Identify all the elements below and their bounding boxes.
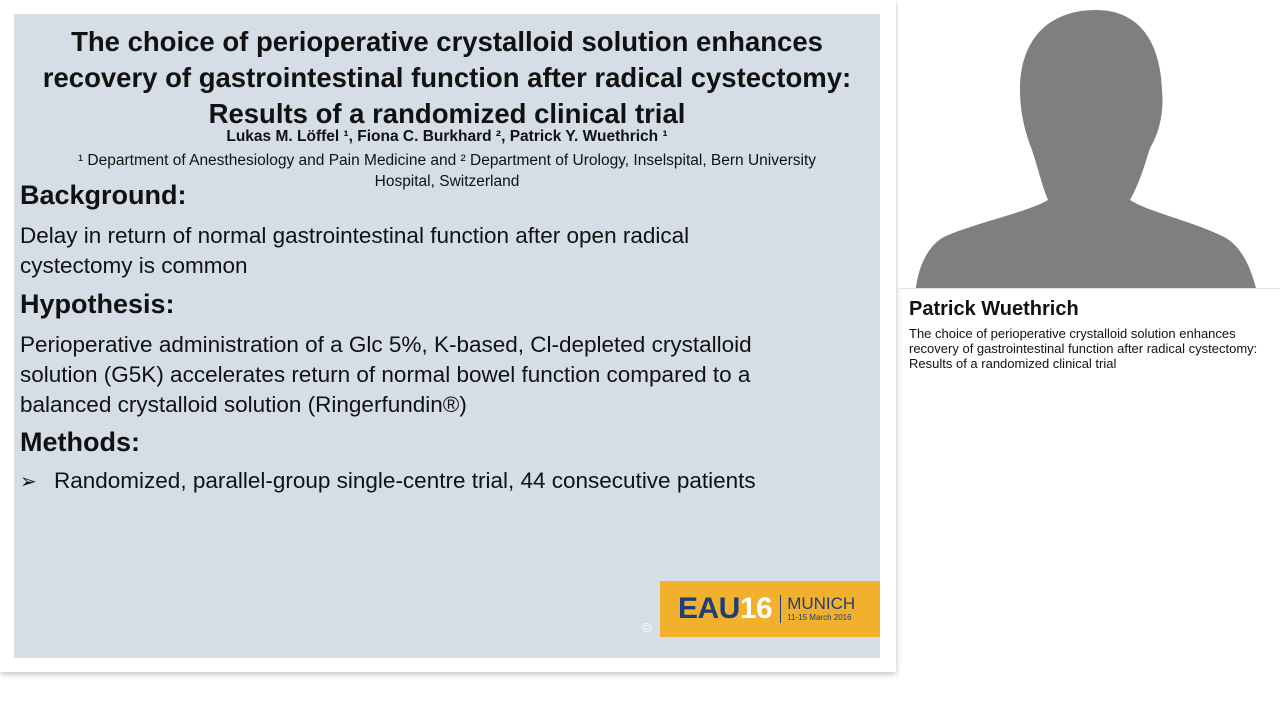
speaker-name: Patrick Wuethrich <box>909 298 1079 320</box>
presentation-slide <box>14 14 880 658</box>
methods-bullet <box>20 468 756 494</box>
background-line: Delay in return of normal gastrointestinal function after open radical <box>20 223 690 248</box>
logo-word <box>678 592 772 626</box>
logo-side <box>780 595 855 623</box>
slide-title-line: Results of a randomized clinical trial <box>208 98 686 129</box>
logo-city: MUNICH <box>787 594 856 613</box>
logo-dates: 11-15 March 2016 <box>787 613 852 622</box>
logo-eau: EAU <box>678 592 740 625</box>
speaker-description: The choice of perioperative crystalloid solution enhances recovery of gastrointestinal function after radical cystectomy: Results of a randomized clinical trial <box>909 326 1258 371</box>
background-heading: Background: <box>20 180 187 210</box>
hypothesis-line: balanced crystalloid solution (Ringerfundin®) <box>20 392 467 417</box>
hypothesis-text <box>20 330 860 420</box>
copyright-mark: © <box>642 620 652 635</box>
logo-year: 16 <box>739 592 773 625</box>
hypothesis-line: solution (G5K) accelerates return of normal bowel function compared to a <box>20 362 751 387</box>
methods-bullet-text: Randomized, parallel-group single-centre trial, 44 consecutive patients <box>54 468 756 493</box>
hypothesis-heading: Hypothesis: <box>20 289 175 319</box>
affiliation-line: Hospital, Switzerland <box>374 173 520 190</box>
methods-heading: Methods: <box>20 427 140 457</box>
slide-authors: Lukas M. Löffel ¹, Fiona C. Burkhard ², Patrick Y. Wuethrich ¹ <box>226 128 668 145</box>
person-silhouette-icon <box>898 0 1280 288</box>
eau16-logo <box>660 581 880 637</box>
slide-title <box>14 24 880 132</box>
arrowhead-bullet-icon: ➢ <box>20 470 37 493</box>
slide-title-line: The choice of perioperative crystalloid solution enhances <box>71 26 823 57</box>
speaker-photo <box>898 0 1280 289</box>
hypothesis-line: Perioperative administration of a Glc 5%, K-based, Cl-depleted crystalloid <box>20 332 752 357</box>
background-text <box>20 221 860 281</box>
affiliation-line: ¹ Department of Anesthesiology and Pain Medicine and ² Department of Urology, Inselspital, Bern University <box>77 152 817 169</box>
slide-title-line: recovery of gastrointestinal function after radical cystectomy: <box>42 62 852 93</box>
background-line: cystectomy is common <box>20 253 248 278</box>
